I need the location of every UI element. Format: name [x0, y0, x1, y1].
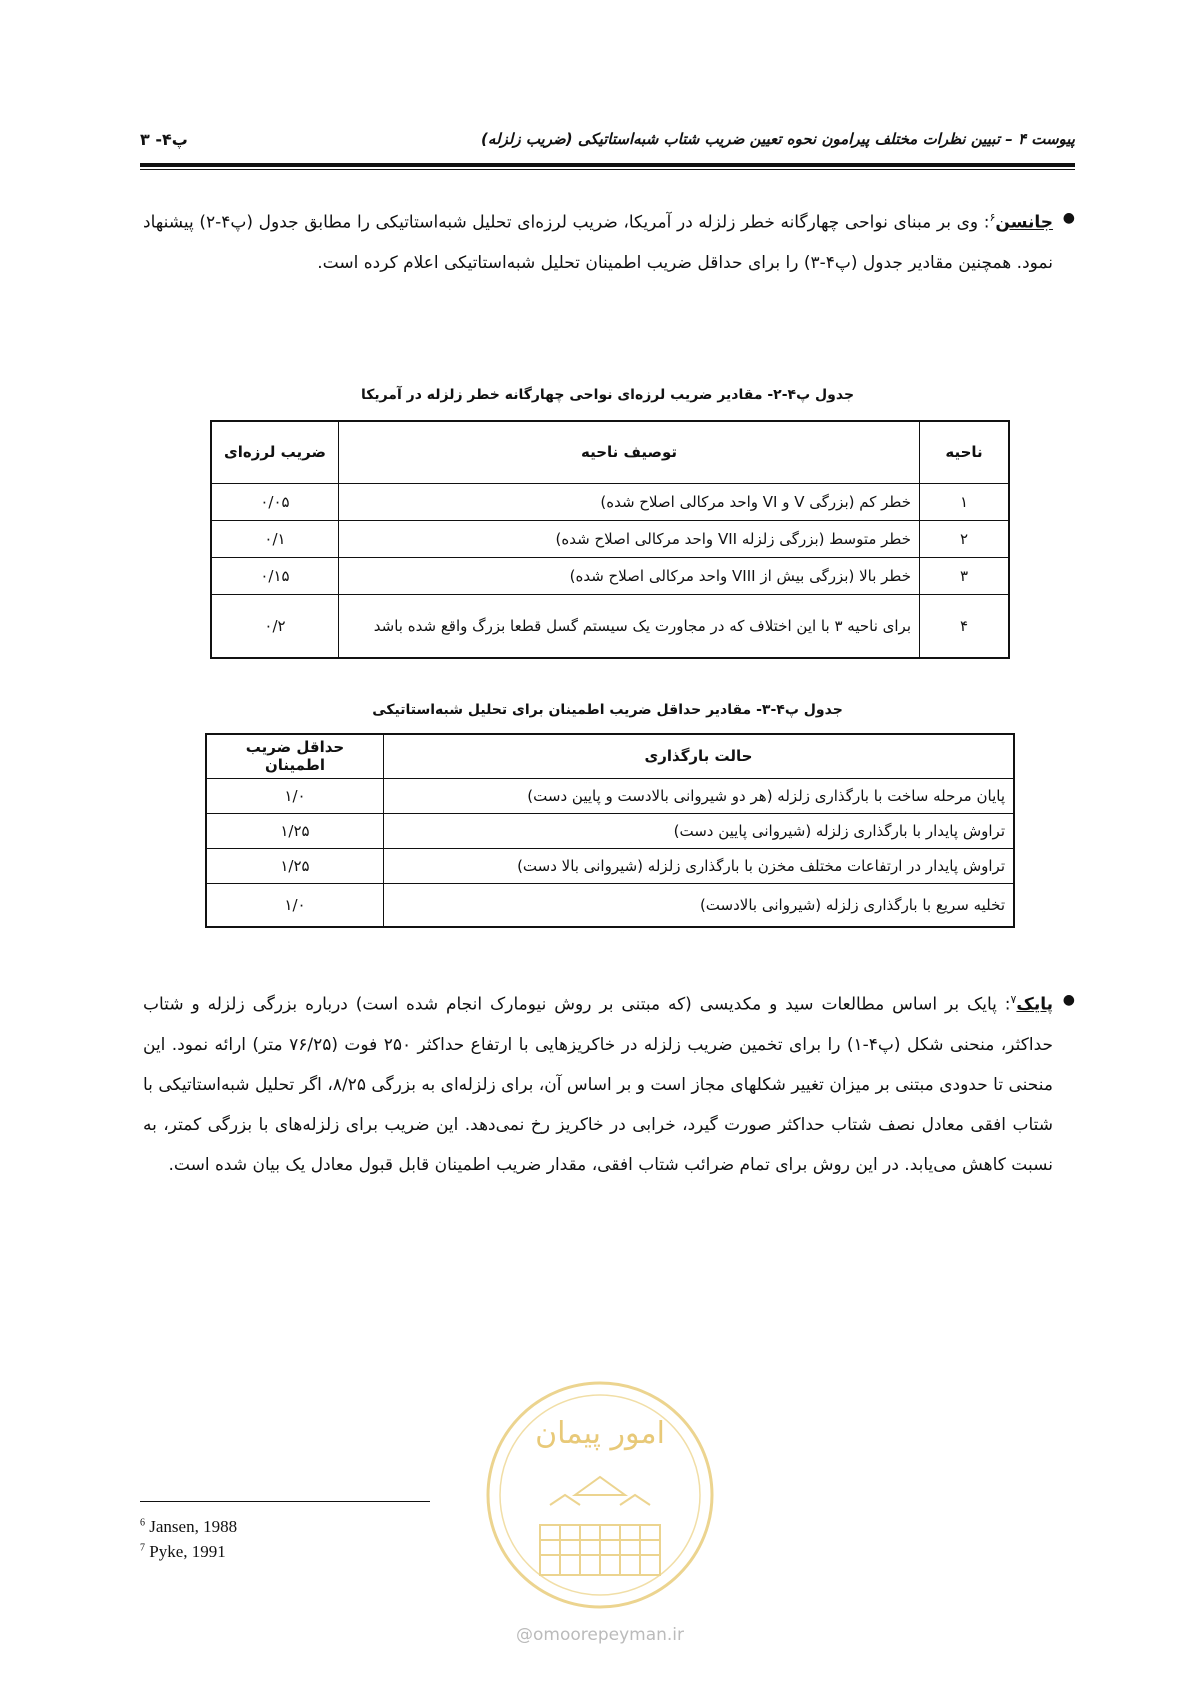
desc-cell: خطر متوسط (بزرگی زلزله VII واحد مرکالی اصلاح شده): [339, 520, 920, 557]
case-cell: پایان مرحله ساخت با بارگذاری زلزله (هر دو شیروانی بالادست و پایین دست): [384, 778, 1015, 813]
footnote-7: [140, 1542, 226, 1562]
case-cell: تراوش پایدار در ارتفاعات مختلف مخزن با بارگذاری زلزله (شیروانی بالا دست): [384, 848, 1015, 883]
table-row: [206, 848, 1014, 883]
paragraph-jansen: [143, 198, 1075, 283]
footnote-ref-7: ۷: [1010, 993, 1017, 1006]
header-rule: [140, 163, 1075, 167]
watermark-logo-text: امور پیمان: [535, 1416, 665, 1451]
table2-header-fs: حداقل ضریب اطمینان: [206, 734, 384, 778]
page-header: [140, 130, 1075, 156]
term-separator: :: [978, 212, 990, 233]
fs-cell: ۱/۰: [206, 778, 384, 813]
fs-cell: ۱/۲۵: [206, 813, 384, 848]
watermark-logo-icon: [480, 1375, 720, 1615]
table-row: [211, 520, 1009, 557]
zone-cell: ۳: [920, 557, 1010, 594]
table1-caption: جدول پ۴-۲- مقادیر ضریب لرزه‌ای نواحی چهارگانه خطر زلزله در آمریکا: [360, 387, 855, 403]
footnote-text: Jansen, 1988: [149, 1517, 238, 1536]
term-separator: :: [996, 994, 1011, 1015]
coef-cell: ۰/۰۵: [211, 483, 339, 520]
table2-caption: جدول پ۴-۳- مقادیر حداقل ضریب اطمینان برای تحلیل شبه‌استاتیکی: [372, 702, 843, 718]
case-cell: تخلیه سریع با بارگذاری زلزله (شیروانی بالادست): [384, 883, 1015, 927]
table-row: [211, 594, 1009, 658]
coef-cell: ۰/۲: [211, 594, 339, 658]
term-jansen: جانسن: [995, 212, 1054, 233]
footnote-text: Pyke, 1991: [149, 1542, 226, 1561]
header-rule-thin: [140, 169, 1075, 170]
table1-header-desc: توصیف ناحیه: [339, 421, 920, 483]
paragraph-text: وی بر مبنای نواحی چهارگانه خطر زلزله در آمریکا، ضریب لرزه‌ای تحلیل شبه‌استاتیکی را مطابق جدول (پ۴-۲) پیشنهاد نمود. همچنین مقادیر جدول (پ۴-۳) را برای حداقل ضریب اطمینان تحلیل شبه‌استاتیکی اعلام کرده است.: [143, 212, 1053, 273]
zone-cell: ۱: [920, 483, 1010, 520]
footnote-6: [140, 1517, 237, 1537]
bullet-icon: ●: [1062, 992, 1075, 1008]
desc-cell: خطر بالا (بزرگی بیش از VIII واحد مرکالی اصلاح شده): [339, 557, 920, 594]
footnote-number: 6: [140, 1517, 145, 1529]
header-page-number: پ۴- ۳: [140, 130, 188, 149]
table1-header-row: [211, 421, 1009, 483]
watermark-url: @omoorepeyman.ir: [515, 1625, 685, 1645]
table-row: [206, 813, 1014, 848]
term-pyke: پایک: [1016, 994, 1053, 1015]
table-row: [206, 883, 1014, 927]
coef-cell: ۰/۱۵: [211, 557, 339, 594]
bullet-icon: ●: [1062, 210, 1075, 226]
fs-cell: ۱/۲۵: [206, 848, 384, 883]
case-cell: تراوش پایدار با بارگذاری زلزله (شیروانی پایین دست): [384, 813, 1015, 848]
header-title: پیوست ۴ – تبیین نظرات مختلف پیرامون نحوه تعیین ضریب شتاب شبه‌استاتیکی (ضریب زلزله): [481, 130, 1075, 148]
fs-cell: ۱/۰: [206, 883, 384, 927]
desc-cell: برای ناحیه ۳ با این اختلاف که در مجاورت یک سیستم گسل قطعا بزرگ واقع شده باشد: [339, 594, 920, 658]
table2-header-case: حالت بارگذاری: [384, 734, 1015, 778]
zone-cell: ۲: [920, 520, 1010, 557]
table2-header-row: [206, 734, 1014, 778]
footnote-ref-6: ۶: [989, 211, 996, 224]
paragraph-text: پایک بر اساس مطالعات سید و مکدیسی (که مبتنی بر روش نیومارک انجام شده است) درباره بزرگی زلزله و شتاب حداکثر، منحنی شکل (پ۴-۱) را برای تخمین ضریب زلزله در خاکریزهایی با ارتفاع حداکثر ۲۵۰ فوت (۷۶/۲۵ متر) ارائه نمود. این منحنی تا حدودی مبتنی بر میزان تغییر شکلهای مجاز است و بر اساس آن، برای زلزله‌ای به بزرگی ۸/۲۵، اگر تحلیل شبه‌استاتیکی با شتاب افقی معادل نصف شتاب حداکثر صورت گیرد، خرابی در خاکریز رخ نمی‌دهد. این ضریب برای زلزله‌های با بزرگی کمتر، به نسبت کاهش می‌یابد. در این روش برای تمام ضرائب شتاب افقی، مقدار ضریب اطمینان قابل قبول معادل یک بیان شده است.: [143, 994, 1054, 1175]
paragraph-pyke: [143, 980, 1075, 1185]
table-row: [211, 483, 1009, 520]
footnote-rule: [140, 1501, 430, 1502]
zone-cell: ۴: [920, 594, 1010, 658]
table-row: [206, 778, 1014, 813]
table1-header-coef: ضریب لرزه‌ای: [211, 421, 339, 483]
safety-factor-table: [205, 733, 1015, 928]
seismic-zone-table: [210, 420, 1010, 659]
coef-cell: ۰/۱: [211, 520, 339, 557]
desc-cell: خطر کم (بزرگی V و VI واحد مرکالی اصلاح شده): [339, 483, 920, 520]
table-row: [211, 557, 1009, 594]
table1-header-zone: ناحیه: [920, 421, 1010, 483]
footnote-number: 7: [140, 1542, 145, 1554]
